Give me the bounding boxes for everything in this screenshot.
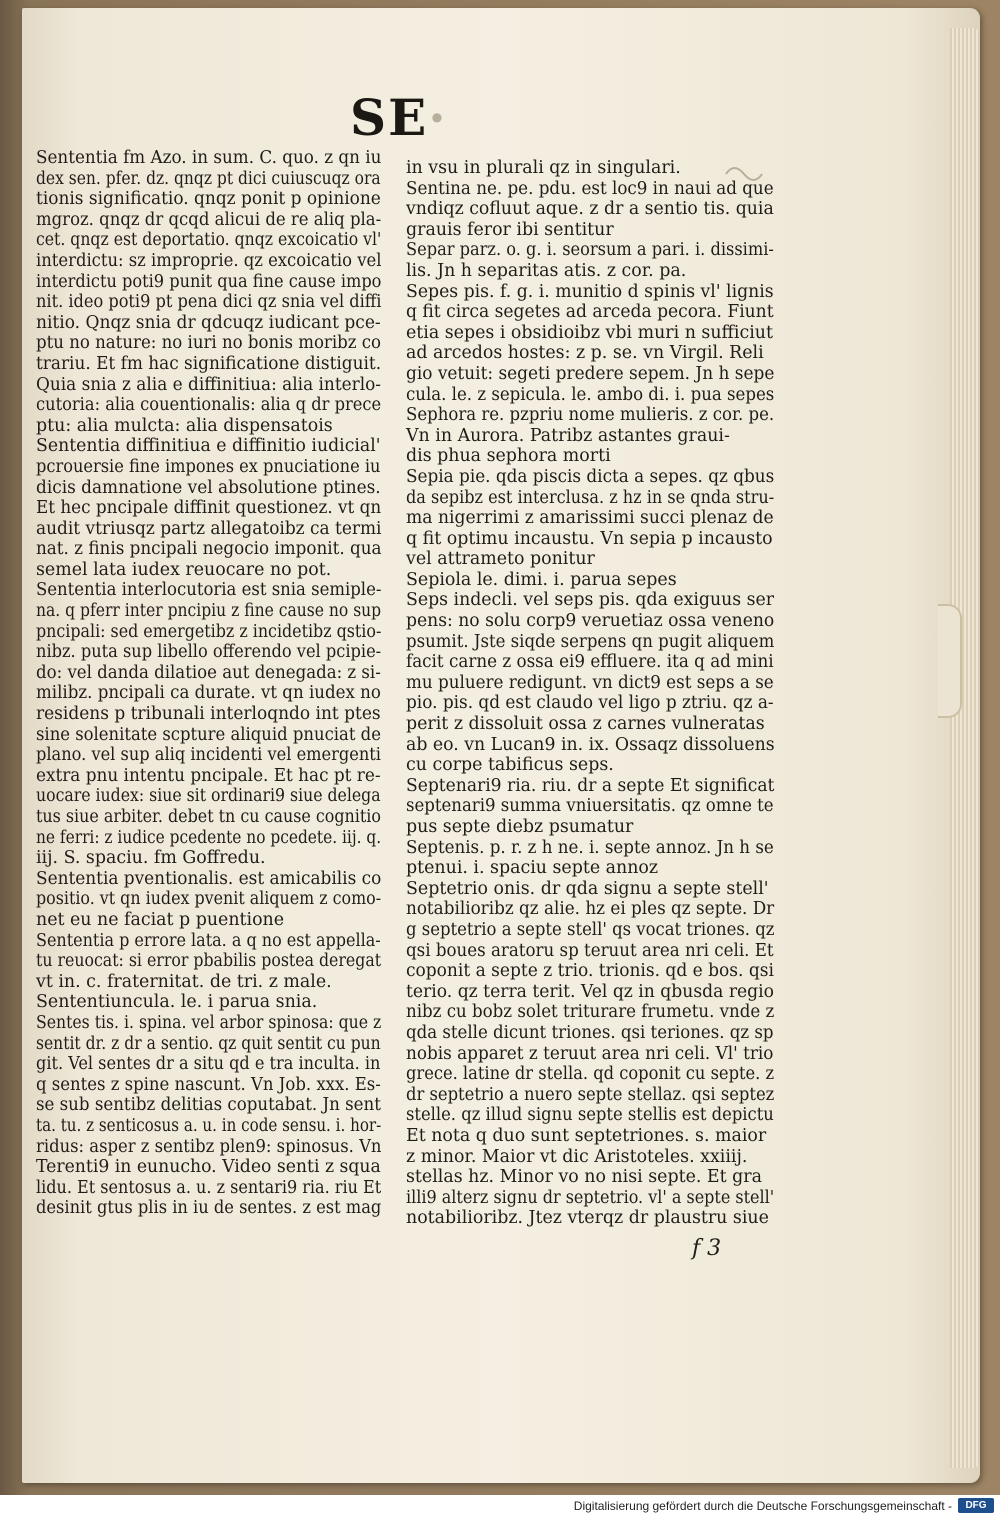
right-column-line: perit z dissoluit ossa z carnes vulneratas <box>406 714 765 735</box>
right-column-line: cula. le. z sepicula. le. ambo di. i. pua sepes <box>406 384 775 405</box>
left-column-line: Et hec pncipale diffinit questionez. vt qn <box>36 498 382 519</box>
left-column-line: desinit gtus plis in iu de sentes. z est mag <box>36 1198 382 1219</box>
header-faded-letters: · <box>428 88 448 147</box>
left-column-line: positio. vt qn iudex pvenit aliquem z como- <box>36 889 382 910</box>
right-text-column <box>406 158 774 1229</box>
running-header-text: SE <box>350 88 429 147</box>
right-column-line: ab eo. vn Lucan9 in. ix. Ossaqz dissoluens <box>406 734 775 755</box>
right-column-line: facit carne z ossa ei9 effluere. ita q ad mini <box>406 652 774 673</box>
right-column-line: septenari9 summa vniuersitatis. qz omne te <box>406 796 774 817</box>
right-column-line: grauis feror ibi sentitur <box>406 219 614 240</box>
right-column-line: pus septe diebz psumatur <box>406 817 634 837</box>
right-column-line: coponit a septe z trio. trionis. qd e bos. qsi <box>406 961 774 982</box>
left-column-line: Sentes tis. i. spina. vel arbor spinosa: que z <box>36 1012 382 1033</box>
left-column-line: nat. z finis pncipali negocio imponit. qua <box>36 539 382 560</box>
left-column-line: pcrouersie fine impones ex pnuciatione iu <box>36 456 381 477</box>
dfg-logo: DFG <box>958 1498 994 1513</box>
left-column-line: dex sen. pfer. dz. qnqz pt dici cuiuscuqz ora <box>36 168 381 189</box>
right-column-line: pens: no solu corp9 veruetiaz ossa veneno <box>406 611 775 632</box>
right-column-line: gio vetuit: segeti predere sepem. Jn h sepe <box>406 363 775 384</box>
left-column-line: residens p tribunali interloqndo int ptes <box>36 704 381 725</box>
left-column-line: git. Vel sentes dr a situ qd e tra inculta. in <box>36 1054 381 1075</box>
left-column-line: Sententia fm Azo. in sum. C. quo. z qn iu <box>36 148 382 168</box>
left-column-line: uocare iudex: siue sit ordinari9 siue delega <box>36 786 381 807</box>
right-column-line: dis phua sephora morti <box>406 446 611 467</box>
right-column-line: Et nota q duo sunt septetriones. s. maior <box>406 1125 767 1146</box>
right-column-line: Sepia pie. qda piscis dicta a sepes. qz qbus <box>406 466 775 487</box>
left-column-line: dicis damnatione vel absolutione ptines. <box>36 477 381 498</box>
digitization-footer <box>0 1495 1000 1519</box>
left-column-line: cutoria: alia couentionalis: alia q dr prece <box>36 395 382 416</box>
right-column-line: g septetrio a septe stell' qs vocat triones. qz <box>406 919 775 940</box>
right-column-line: vndiqz cofluut aque. z dr a sentio tis. quia <box>406 199 774 220</box>
right-column-line: grece. latine dr stella. qd coponit cu septe. z <box>406 1064 775 1085</box>
right-column-line: pio. pis. qd est claudo vel ligo p ztriu. qz a- <box>406 693 774 714</box>
right-column-line: Septenari9 ria. riu. dr a septe Et significat <box>406 775 775 796</box>
left-column-line: extra pnu intentu pncipale. Et hac pt re- <box>36 765 381 786</box>
right-column-line: ptenui. i. spaciu septe annoz <box>406 858 659 879</box>
right-column-line: q fit circa segetes ad arceda pecora. Fiunt <box>406 302 774 323</box>
right-column-line: Sepiola le. dimi. i. parua sepes <box>406 569 677 590</box>
right-column-line: terio. qz terra terit. Vel qz in qbusda regio <box>406 981 775 1002</box>
right-column-line: Separ parz. o. g. i. seorsum a pari. i. dissimi- <box>406 240 774 261</box>
left-column-line: nitio. Qnqz snia dr qdcuqz iudicant pce- <box>36 312 381 333</box>
left-column-line: audit vtriusqz partz allegatoibz ca termi <box>36 518 382 539</box>
left-column-line: na. q pferr inter pncipiu z fine cause no sup <box>36 601 382 622</box>
left-column-line: plano. vel sup aliq incidenti vel emergenti <box>36 745 382 766</box>
right-column-line: vel attrameto ponitur <box>406 549 595 570</box>
right-column-line: ma nigerrimi z amarissimi succi plenaz de <box>406 508 774 529</box>
right-column-line: qsi boues aratoru sp teruut area nri celi. Et <box>406 940 774 961</box>
left-column-line: Sententia interlocutoria est snia semiple- <box>36 580 382 601</box>
left-column-line: tu reuocat: si error pbabilis postea deregat <box>36 951 382 972</box>
right-column-line: nibz cu bobz solet triturare frumetu. vnde z <box>406 1002 775 1023</box>
right-column-line: illi9 alterz signu dr septetrio. vl' a septe stell' <box>406 1187 775 1208</box>
left-column-line: semel lata iudex reuocare no pot. <box>36 559 332 580</box>
left-text-column <box>36 148 381 1219</box>
running-header <box>350 88 550 148</box>
left-column-line: ne ferri: z iudice pcedente no pcedete. iij. q. <box>36 827 382 848</box>
right-column-line: Septenis. p. r. z h ne. i. septe annoz. Jn h se <box>406 837 774 858</box>
right-column-line: q fit optimu incaustu. Vn sepia p incausto <box>406 528 773 549</box>
signature-mark: f 3 <box>692 1236 722 1261</box>
left-column-line: se sub sentibz delitias coputabat. Jn sent <box>36 1095 381 1116</box>
left-column-line: vt in. c. fraternitat. de tri. z male. <box>36 971 332 992</box>
page-edges <box>950 28 980 1468</box>
left-column-line: Sententia diffinitiua e diffinitio iudicial' <box>36 436 381 457</box>
right-column-line: z minor. Maior vt dic Aristoteles. xxiiij. <box>406 1146 748 1167</box>
right-column-line: dr septetrio a nuero septe stellaz. qsi septez <box>406 1084 775 1105</box>
left-column-line: Quia snia z alia e diffinitiua: alia interlo- <box>36 374 381 395</box>
right-column-line: etia sepes i obsidioibz vbi muri n sufficiut <box>406 322 773 343</box>
right-column-line: lis. Jn h separitas atis. z cor. pa. <box>406 260 687 281</box>
right-column-line: ad arcedos hostes: z p. se. vn Virgil. Reli <box>406 343 764 364</box>
left-column-line: sine solenitate scpture aliquid pnuciat de <box>36 724 381 745</box>
left-column-line: nibz. puta sup libello offerendo vel pcipie- <box>36 642 382 663</box>
right-column-line: notabilioribz. Jtez vterqz dr plaustru siue <box>406 1208 769 1229</box>
right-column-line: Sepes pis. f. g. i. munitio d spinis vl' lignis <box>406 281 774 302</box>
left-column-line: Terenti9 in eunucho. Video senti z squa <box>36 1157 381 1178</box>
left-column-line: interdictu poti9 punit qua fine cause impo <box>36 271 382 292</box>
right-column-line: psumit. Jste siqde serpens qn pugit aliquem <box>406 631 775 652</box>
right-column-line: Vn in Aurora. Patribz astantes graui- <box>406 425 730 446</box>
left-column-line: ridus: asper z sentibz plen9: spinosus. Vn <box>36 1136 382 1157</box>
right-column-line: Seps indecli. vel seps pis. qda exiguus ser <box>406 590 775 611</box>
right-column-line: mu puluere redigunt. vn dict9 est seps a se <box>406 672 774 693</box>
left-column-line: Sententia p errore lata. a q no est appella- <box>36 930 381 951</box>
right-column-line: qda stelle dicunt triones. qsi teriones. qz sp <box>406 1022 774 1043</box>
right-column-line: Sentina ne. pe. pdu. est loc9 in naui ad que <box>406 178 774 199</box>
left-column-line: interdictu: sz improprie. qz excoicatio vel <box>36 250 382 271</box>
right-column-line: notabilioribz qz alie. hz ei ples qz septe. Dr <box>406 899 775 920</box>
left-column-line: milibz. pncipali ca durate. vt qn iudex no <box>36 683 381 704</box>
left-column-line: cet. qnqz est deportatio. qnqz excoicatio vl' <box>36 230 382 251</box>
right-column-line: stelle. qz illud signu septe stellis est depictu <box>406 1105 774 1126</box>
left-column-line: q sentes z spine nascunt. Vn Job. xxx. Es- <box>36 1074 381 1095</box>
left-column-line: trariu. Et fm hac significatione distiguit. <box>36 353 382 374</box>
right-column-line: nobis apparet z teruut area nri celi. Vl' trio <box>406 1043 774 1064</box>
right-column-line: in vsu in plurali qz in singulari. <box>406 158 681 178</box>
left-column-line: ptu no nature: no iuri no bonis moribz co <box>36 333 382 354</box>
left-column-line: ta. tu. z senticosus a. u. in code sensu. i. hor- <box>36 1115 382 1136</box>
right-column-line: cu corpe tabificus seps. <box>406 755 614 776</box>
left-column-line: do: vel danda dilatioe aut denegada: z si- <box>36 662 381 683</box>
right-column-line: Sephora re. pzpriu nome mulieris. z cor. pe. <box>406 405 775 426</box>
right-column-line: Septetrio onis. dr qda signu a septe stell' <box>406 878 769 899</box>
left-column-line: Sententia pventionalis. est amicabilis co <box>36 868 382 889</box>
left-column-line: Sententiuncula. le. i parua snia. <box>36 992 318 1013</box>
left-column-line: sentit dr. z dr a sentio. qz quit sentit cu pun <box>36 1033 381 1054</box>
left-column-line: iij. S. spaciu. fm Goffredu. <box>36 848 266 869</box>
left-column-line: ptu: alia mulcta: alia dispensatois <box>36 415 333 436</box>
left-column-line: nit. ideo poti9 pt pena dici qz snia vel diffi <box>36 292 382 313</box>
right-column-line: stellas hz. Minor vo no nisi septe. Et gra <box>406 1167 762 1188</box>
left-column-line: net eu ne faciat p puentione <box>36 909 285 930</box>
left-column-line: lidu. Et sentosus a. u. z sentari9 ria. riu Et <box>36 1177 382 1198</box>
left-column-line: mgroz. qnqz dr qcqd alicui de re aliq pla- <box>36 209 382 230</box>
footer-credit-text: Digitalisierung gefördert durch die Deutsche Forschungsgemeinschaft - <box>573 1499 952 1513</box>
left-column-line: pncipali: sed emergetibz z incidetibz qstio- <box>36 621 382 642</box>
left-column-line: tionis significatio. qnqz ponit p opinione <box>36 189 381 210</box>
right-column-line: da sepibz est interclusa. z hz in se qnda stru- <box>406 487 775 508</box>
left-column-line: tus siue arbiter. debet tn cu cause cognitio <box>36 807 381 827</box>
page-tab-marker <box>938 604 962 718</box>
